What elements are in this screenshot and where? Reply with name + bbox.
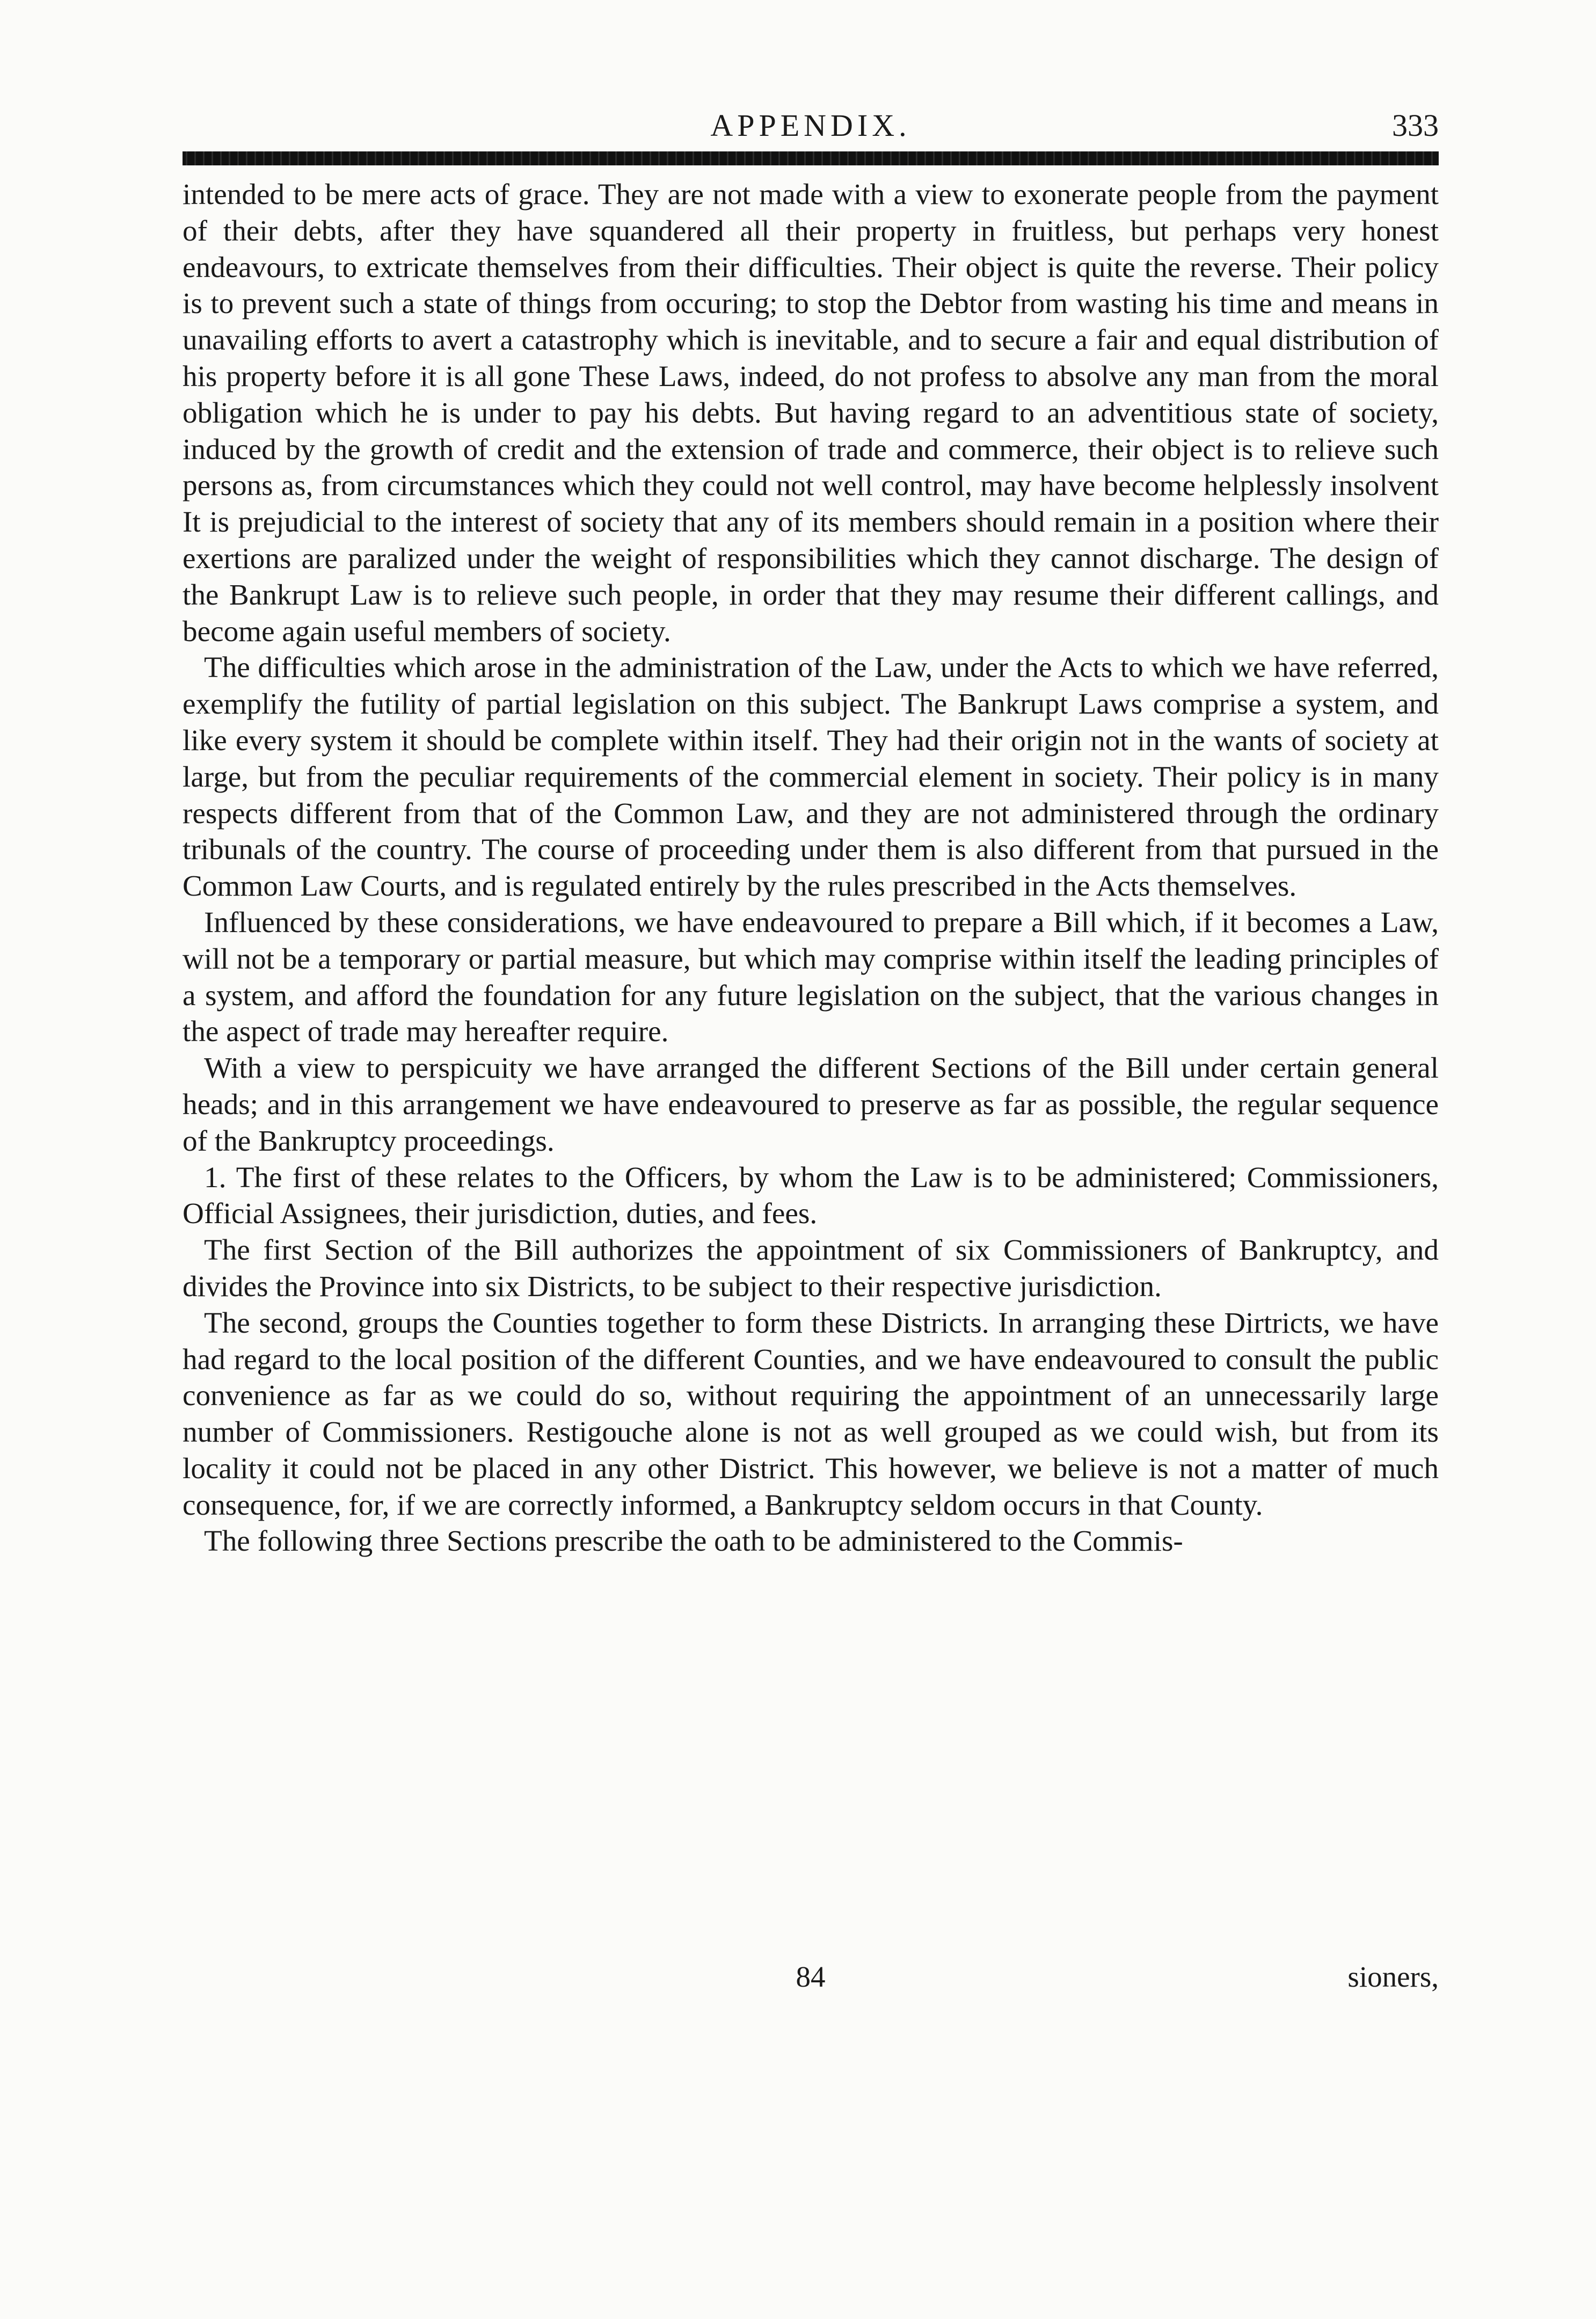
- paragraph-7: The second, groups the Counties together to form these Districts. In arranging these Dirtricts, we have had regard to the local position of the different Counties, and we have endeavoured to consult the public convenience as far as we could do so, without requiring the appointment of an unnecessarily large number of Commissioners. Restigouche alone is not as well grouped as we could wish, but from its locality it could not be placed in any other District. This however, we believe is not a matter of much consequence, for, if we are correctly informed, a Bankruptcy seldom occurs in that County.: [183, 1306, 1439, 1521]
- running-head: [183, 107, 1439, 166]
- page-footer: [183, 1960, 1439, 1997]
- body-text: [183, 176, 1439, 1559]
- paragraph-1: intended to be mere acts of grace. They are not made with a view to exonerate people from the payment of their debts, after they have squandered all their property in fruitless, but perhaps very honest endeavours, to extricate themselves from their difficulties. Their object is quite the reverse. Their policy is to prevent such a state of things from occuring; to stop the Debtor from wasting his time and means in unavailing efforts to avert a catastrophy which is inevitable, and to secure a fair and equal distribution of his property before it is all gone These Laws, indeed, do not profess to absolve any man from the moral obligation which he is under to pay his debts. But having regard to an adventitious state of society, induced by the growth of credit and the extension of trade and commerce, their object is to relieve such persons as, from circumstances which they could not well control, may have become helplessly insolvent It is prejudicial to the interest of society that any of its members should remain in a position where their exertions are paralized under the weight of responsibilities which they cannot discharge. The design of the Bankrupt Law is to relieve such people, in order that they may resume their different callings, and become again useful members of society.: [183, 178, 1439, 648]
- catchword: sioners,: [1347, 1960, 1439, 1993]
- paragraph-5: 1. The first of these relates to the Officers, by whom the Law is to be administered; Commissioners, Official Assignees, their jurisdiction, duties, and fees.: [183, 1160, 1439, 1230]
- paragraph-2: The difficulties which arose in the administration of the Law, under the Acts to which we have referred, exemplify the futility of partial legislation on this subject. The Bankrupt Laws comprise a system, and like every system it should be complete within itself. They had their origin not in the wants of society at large, but from the peculiar requirements of the commercial element in society. Their policy is in many respects different from that of the Common Law, and they are not administered through the ordinary tribunals of the country. The course of proceeding under them is also different from that pursued in the Common Law Courts, and is regulated entirely by the rules prescribed in the Acts themselves.: [183, 651, 1439, 903]
- paragraph-6: The first Section of the Bill authorizes the appointment of six Commissioners of Bankruptcy, and divides the Province into six Districts, to be subject to their respective jurisdiction.: [183, 1233, 1439, 1303]
- header-rule: [183, 151, 1439, 165]
- page: [183, 107, 1439, 2201]
- page-number: 333: [1392, 108, 1439, 143]
- paragraph-4: With a view to perspicuity we have arranged the different Sections of the Bill under certain general heads; and in this arrangement we have endeavoured to preserve as far as possible, the regular sequence of the Bankruptcy proceedings.: [183, 1051, 1439, 1157]
- paragraph-3: Influenced by these considerations, we have endeavoured to prepare a Bill which, if it becomes a Law, will not be a temporary or partial measure, but which may comprise within itself the leading principles of a system, and afford the foundation for any future legislation on the subject, that the various changes in the aspect of trade may hereafter require.: [183, 905, 1439, 1048]
- signature-mark: 84: [796, 1960, 826, 1993]
- running-title: APPENDIX.: [710, 108, 911, 143]
- paragraph-8: The following three Sections prescribe the oath to be administered to the Commis-: [204, 1524, 1183, 1558]
